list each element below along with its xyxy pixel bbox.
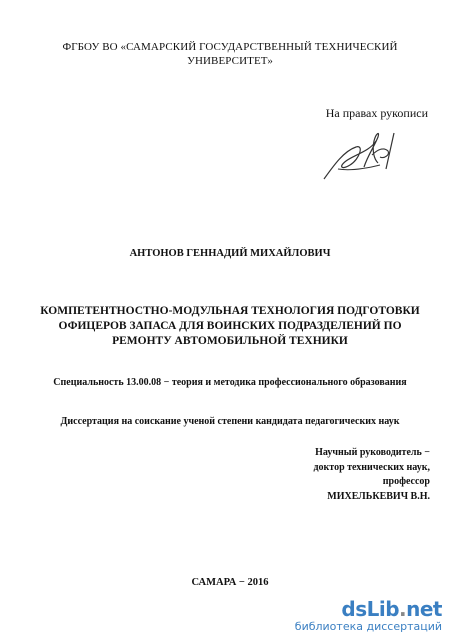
watermark-logo-dot: . xyxy=(399,597,407,621)
watermark-logo-main: dsLib xyxy=(341,597,400,621)
handwritten-signature xyxy=(320,125,410,187)
supervisor-line-1: Научный руководитель − xyxy=(315,447,430,458)
city-year: САМАРА − 2016 xyxy=(191,577,269,588)
title-line-2: ОФИЦЕРОВ ЗАПАСА ДЛЯ ВОИНСКИХ ПОДРАЗДЕЛЕНИЙ ПО xyxy=(58,320,402,332)
title-line-1: КОМПЕТЕНТНОСТНО-МОДУЛЬНАЯ ТЕХНОЛОГИЯ ПОДГОТОВКИ xyxy=(40,305,420,317)
manuscript-note: На правах рукописи xyxy=(325,106,428,120)
title-line-3: РЕМОНТУ АВТОМОБИЛЬНОЙ ТЕХНИКИ xyxy=(112,335,348,347)
institution-header xyxy=(30,40,430,68)
watermark-logo-tld: net xyxy=(406,597,442,621)
supervisor-line-2: доктор технических наук, xyxy=(313,461,430,473)
author-name: АНТОНОВ ГЕННАДИЙ МИХАЙЛОВИЧ xyxy=(129,248,331,259)
specialty-line: Специальность 13.00.08 − теория и методика профессионального образования xyxy=(53,377,407,388)
watermark-logo xyxy=(295,598,442,620)
watermark-subtitle: библиотека диссертаций xyxy=(294,620,442,633)
dissertation-title xyxy=(30,304,430,349)
dissertation-degree-line: Диссертация на соискание ученой степени кандидата педагогических наук xyxy=(60,416,400,427)
dslib-watermark xyxy=(295,598,442,633)
institution-line-1: ФГБОУ ВО «САМАРСКИЙ ГОСУДАРСТВЕННЫЙ ТЕХНИЧЕСКИЙ xyxy=(62,41,398,53)
supervisor-name: МИХЕЛЬКЕВИЧ В.Н. xyxy=(327,490,430,502)
supervisor-block xyxy=(313,446,430,504)
supervisor-line-3: профессор xyxy=(382,476,430,487)
institution-line-2: УНИВЕРСИТЕТ» xyxy=(187,55,273,67)
